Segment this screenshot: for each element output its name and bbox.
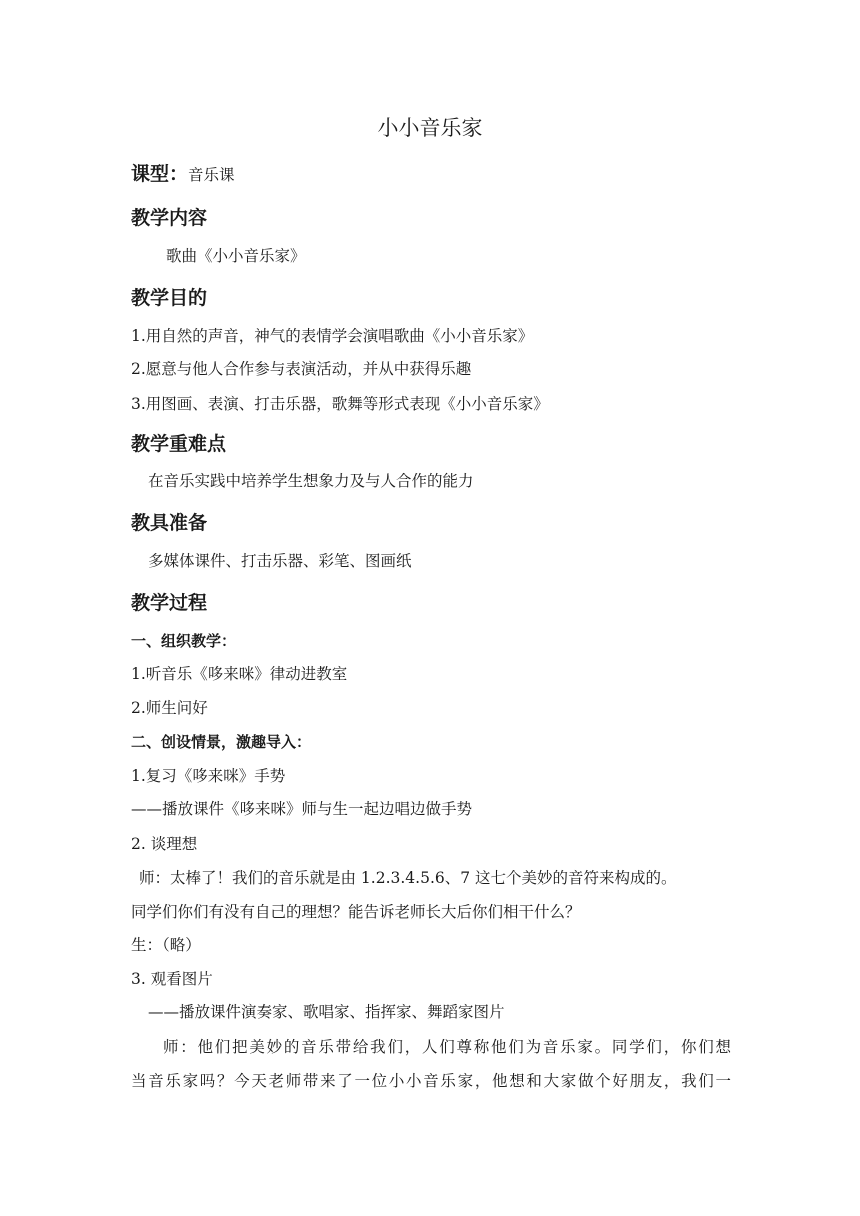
- course-type-line: [131, 162, 235, 186]
- objectives-heading: 教学目的: [131, 287, 208, 309]
- process-part2-line-10: 当音乐家吗？今天老师带来了一位小小音乐家，他想和大家做个好朋友，我们一: [131, 1072, 731, 1090]
- key-points-heading: 教学重难点: [131, 433, 227, 455]
- process-part1-item-1: 1.听音乐《哆来咪》律动进教室: [131, 665, 348, 683]
- process-part2-line-9: 师：他们把美妙的音乐带给我们，人们尊称他们为音乐家。同学们，你们想: [163, 1038, 731, 1056]
- process-part2-title: 二、创设情景，激趣导入：: [131, 733, 312, 751]
- objective-item-2: 2.愿意与他人合作参与表演活动，并从中获得乐趣: [131, 360, 472, 378]
- process-heading: 教学过程: [131, 592, 208, 614]
- process-part1-item-2: 2.师生问好: [131, 699, 208, 717]
- process-part1-title: 一、组织教学：: [131, 632, 237, 650]
- process-part2-line-2: ——播放课件《哆来咪》师与生一起边唱边做手势: [131, 800, 473, 818]
- process-part2-line-1: 1.复习《哆来咪》手势: [131, 767, 286, 785]
- process-part2-line-4: 师：太棒了！我们的音乐就是由 1.2.3.4.5.6、7 这七个美妙的音符来构成的。: [139, 869, 677, 887]
- materials-text: 多媒体课件、打击乐器、彩笔、图画纸: [148, 552, 412, 570]
- objective-item-3: 3.用图画、表演、打击乐器，歌舞等形式表现《小小音乐家》: [131, 395, 549, 413]
- course-type-value: 音乐课: [188, 166, 235, 184]
- content-heading: 教学内容: [131, 207, 208, 229]
- course-type-label: 课型：: [131, 163, 189, 185]
- process-part2-line-7: 3. 观看图片: [131, 970, 213, 988]
- process-part2-line-6: 生：（略）: [131, 936, 201, 954]
- document-title: 小小音乐家: [377, 116, 483, 140]
- process-part2-line-8: ——播放课件演奏家、歌唱家、指挥家、舞蹈家图片: [148, 1003, 505, 1021]
- content-text: 歌曲《小小音乐家》: [166, 247, 306, 265]
- materials-heading: 教具准备: [131, 512, 208, 534]
- key-points-text: 在音乐实践中培养学生想象力及与人合作的能力: [148, 472, 474, 490]
- process-part2-line-5: 同学们你们有没有自己的理想？能告诉老师长大后你们相干什么？: [131, 903, 581, 921]
- objective-item-1: 1.用自然的声音，神气的表情学会演唱歌曲《小小音乐家》: [131, 327, 534, 345]
- process-part2-line-3: 2. 谈理想: [131, 835, 198, 853]
